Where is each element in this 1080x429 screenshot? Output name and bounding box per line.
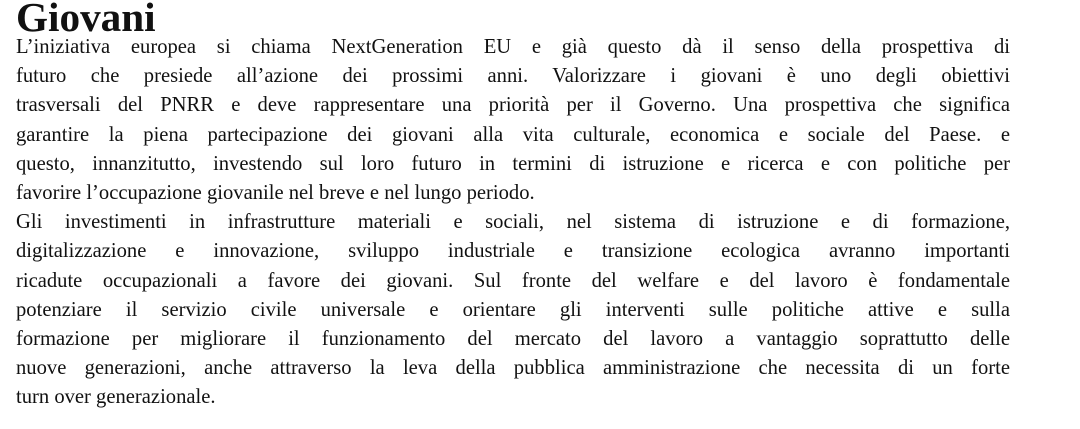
text-line: ricadute occupazionali a favore dei giovani. Sul fronte del welfare e del lavoro è fondamentale xyxy=(16,269,1010,292)
paragraph-2 xyxy=(16,208,1010,412)
text-line: favorire l’occupazione giovanile nel breve e nel lungo periodo. xyxy=(16,182,535,205)
text-line: nuove generazioni, anche attraverso la leva della pubblica amministrazione che necessita di un forte xyxy=(16,357,1010,380)
text-line: trasversali del PNRR e deve rappresentare una priorità per il Governo. Una prospettiva che significa xyxy=(16,94,1010,117)
text-line: Gli investimenti in infrastrutture materiali e sociali, nel sistema di istruzione e di formazione, xyxy=(16,211,1010,234)
text-line: L’iniziativa europea si chiama NextGeneration EU e già questo dà il senso della prospettiva di xyxy=(16,36,1010,58)
text-line: formazione per migliorare il funzionamento del mercato del lavoro a vantaggio soprattutto delle xyxy=(16,328,1010,351)
text-line: digitalizzazione e innovazione, sviluppo industriale e transizione ecologica avranno importanti xyxy=(16,240,1010,263)
text-line: futuro che presiede all’azione dei prossimi anni. Valorizzare i giovani è uno degli obiettivi xyxy=(16,65,1010,88)
section-heading: Giovani xyxy=(16,0,156,40)
text-line: potenziare il servizio civile universale e orientare gli interventi sulle politiche attive e sulla xyxy=(16,298,1010,321)
text-line: garantire la piena partecipazione dei giovani alla vita culturale, economica e sociale del Paese. e xyxy=(16,123,1010,146)
paragraph-1 xyxy=(16,33,1010,208)
text-line: questo, innanzitutto, investendo sul loro futuro in termini di istruzione e ricerca e con politiche per xyxy=(16,152,1010,175)
text-line: turn over generazionale. xyxy=(16,386,216,409)
document-page xyxy=(16,2,1010,413)
